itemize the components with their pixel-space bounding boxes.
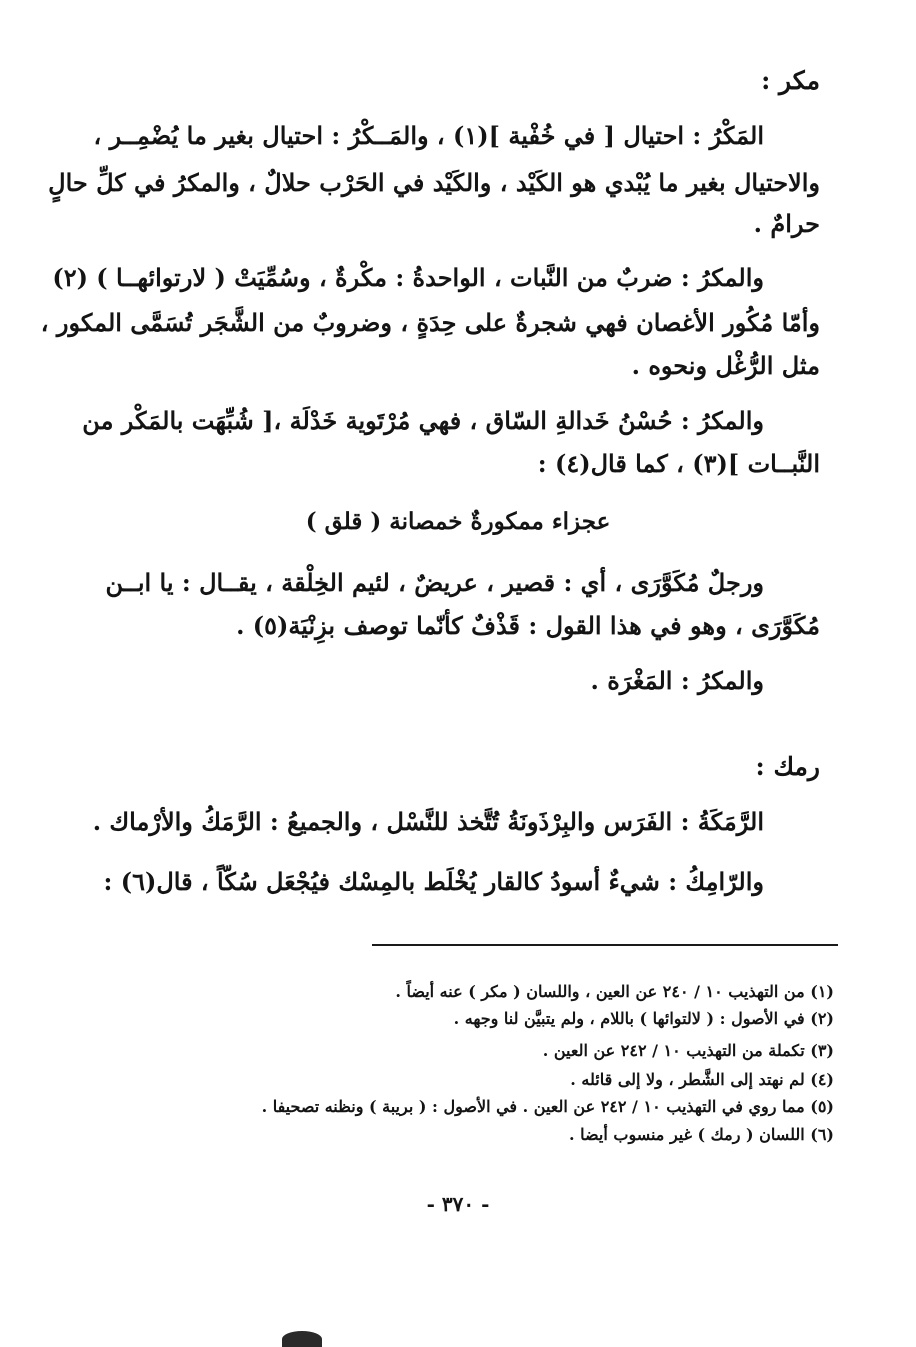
paragraph-line: والرّامِكُ : شيءٌ أسودُ كالقار يُخْلَط بالمِسْك فيُجْعَل سُكّاً ، قال(٦) :	[103, 867, 764, 896]
paragraph-line: الرَّمَكَةُ : الفَرَس والبِرْذَونَةُ تُتَّخذ للنَّسْل ، والجميعُ : الرَّمَكُ والأرْماك .	[92, 807, 764, 836]
paragraph-line: حرامٌ .	[753, 209, 820, 238]
paragraph-line: والمكرُ : حُسْنُ خَدالةِ السّاق ، فهي مُرْتَوية خَدْلَة ،[ شُبِّهَت بالمَكْر من	[82, 406, 764, 435]
entry-headword-makr: مكر :	[761, 66, 820, 95]
footnote-3: (٣) تكملة من التهذيب ١٠ / ٢٤٢ عن العين .	[542, 1041, 834, 1060]
paragraph-line: مثل الرُّغْل ونحوه .	[631, 351, 820, 380]
entry-headword-ramk: رمك :	[755, 752, 820, 781]
footnote-1: (١) من التهذيب ١٠ / ٢٤٠ عن العين ، واللسان ( مكر ) عنه أيضاً .	[395, 982, 834, 1001]
paragraph-line: مُكَوَّرَى ، وهو في هذا القول : قَذْفٌ كأنّما توصف بزِنْيَة(٥) .	[236, 611, 820, 640]
paragraph-line: والمكرُ : ضربٌ من النَّبات ، الواحدةُ : مكْرةٌ ، وسُمِّيَتْ ( لارتوائهــا ) (٢)	[52, 263, 764, 292]
paragraph-line: النَّبــات ](٣) ، كما قال(٤) :	[537, 449, 820, 478]
footnote-5: (٥) مما روي في التهذيب ١٠ / ٢٤٢ عن العين . في الأصول : ( بريبة ) ونظنه تصحيفا .	[261, 1097, 834, 1116]
verse-line: عجزاء ممكورةٌ خمصانة ( قلق )	[305, 508, 611, 535]
footnote-2: (٢) في الأصول : ( لالتوائها ) باللام ، ولم يتبيَّن لنا وجهه .	[453, 1009, 834, 1028]
paragraph-line: والاحتيال بغير ما يُبْدي هو الكَيْد ، والكَيْد في الحَرْب حلالٌ ، والمكرُ في كلِّ حالٍ	[48, 168, 820, 197]
scan-mark	[282, 1331, 322, 1347]
paragraph-line: ورجلٌ مُكَوَّرَى ، أي : قصير ، عريضٌ ، لئيم الخِلْقة ، يقــال : يا ابــن	[105, 568, 764, 597]
page-number: - ٣٧٠ -	[426, 1192, 490, 1216]
paragraph-line: والمكرُ : المَغْرَة .	[590, 666, 764, 695]
paragraph-line: وأمّا مُكُور الأغصان فهي شجرةٌ على حِدَةٍ ، وضروبٌ من الشَّجَر تُسَمَّى المكور ،	[40, 308, 820, 337]
footnote-separator	[372, 944, 838, 946]
footnote-6: (٦) اللسان ( رمك ) غير منسوب أيضا .	[569, 1125, 834, 1144]
footnote-4: (٤) لم نهتد إلى الشَّطر ، ولا إلى قائله .	[570, 1070, 834, 1089]
paragraph-line: المَكْرُ : احتيال [ في خُفْية ](١) ، والمَــكْرُ : احتيال بغير ما يُضْمِــر ،	[93, 121, 764, 150]
